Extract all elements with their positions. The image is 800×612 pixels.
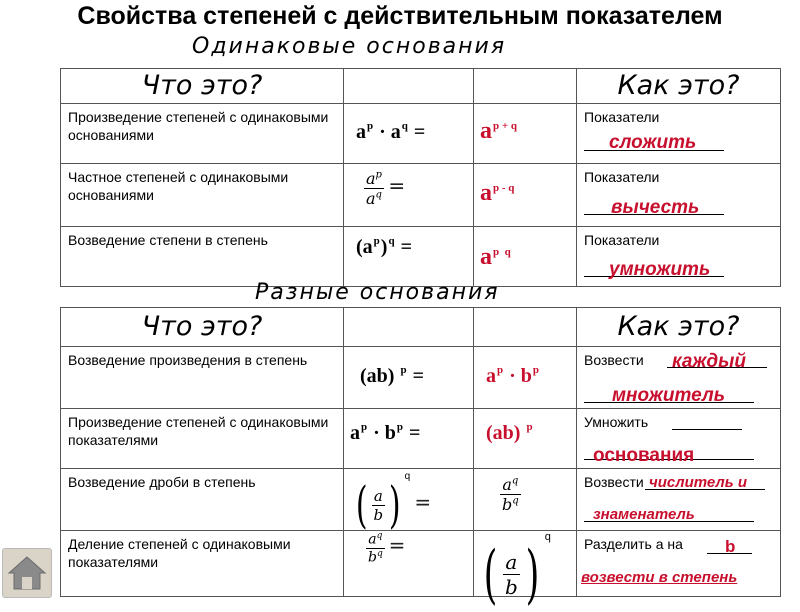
answer-prompt: Возвести xyxy=(584,352,644,368)
answer-text-2: знаменатель xyxy=(593,506,695,523)
formula-left: $\frac{a^p}{a^q}$ = xyxy=(366,169,406,208)
formula-left: ( $\frac{a}{b}$ ) $^q$ = xyxy=(355,471,432,535)
table-row xyxy=(61,164,781,227)
answer-prompt: Показатели xyxy=(584,109,660,125)
formula-left: (ab) $^p$ = xyxy=(360,364,424,387)
answer-text: вычесть xyxy=(611,197,700,218)
section-title-same-bases: Одинаковые основания xyxy=(192,34,507,59)
section-title-different-bases: Разные основания xyxy=(255,280,500,305)
row-description: Произведение степеней с одинаковыми показателями xyxy=(68,414,329,448)
page-title: Свойства степеней с действительным показателем xyxy=(77,2,723,30)
table-same-bases xyxy=(60,68,781,287)
table-row xyxy=(61,347,781,409)
formula-left: $(a^p)^q$ = xyxy=(356,235,412,258)
table-header-row xyxy=(61,308,781,347)
formula-right: $a^{p + q}$ xyxy=(480,118,518,144)
answer-text-1: числитель и xyxy=(649,474,747,491)
formula-right: (ab) $^p$ xyxy=(486,421,533,444)
answer-prompt: Показатели xyxy=(584,232,660,248)
answer-text: основания xyxy=(593,445,695,466)
table-different-bases xyxy=(60,307,781,612)
header-what: Что это? xyxy=(141,311,263,342)
formula-right: $a^p \cdot b^p$ xyxy=(486,364,540,387)
header-how: Как это? xyxy=(617,70,740,101)
answer-text-1: каждый xyxy=(672,351,746,372)
table-header-row xyxy=(61,69,781,104)
row-description: Частное степеней с одинаковыми основаниями xyxy=(68,169,289,203)
row-description: Возведение дроби в степень xyxy=(68,474,256,490)
formula-right: $a^{p q}$ xyxy=(480,244,511,270)
answer-prompt: Разделить а на xyxy=(584,536,683,552)
answer-prompt: Возвести xyxy=(584,474,644,490)
table-row xyxy=(61,227,781,287)
formula-right: $\frac{a^q}{b^q}$ xyxy=(502,475,519,514)
answer-underline xyxy=(672,429,742,430)
answer-prompt: Умножить xyxy=(584,414,649,430)
row-description: Возведение произведения в степень xyxy=(68,352,308,368)
table-row xyxy=(61,409,781,469)
answer-text: сложить xyxy=(609,132,697,153)
table-row xyxy=(61,469,781,531)
answer-text-1: b xyxy=(725,537,736,556)
formula-right: ( $\frac{a}{b}$ )$^q$ xyxy=(483,531,551,612)
answer-text-2: возвести в степень xyxy=(581,569,738,586)
row-description: Произведение степеней с одинаковыми основаниями xyxy=(68,109,329,143)
formula-left: $a^p \cdot a^q$ = xyxy=(356,120,426,143)
home-button[interactable] xyxy=(2,548,52,598)
formula-right: $a^{p - q}$ xyxy=(480,180,515,206)
header-how: Как это? xyxy=(617,311,740,342)
formula-left: $a^p \cdot b^p$ = xyxy=(350,421,421,444)
row-description: Возведение степени в степень xyxy=(68,232,268,248)
house-icon xyxy=(3,549,51,597)
answer-prompt: Показатели xyxy=(584,169,660,185)
answer-text-2: множитель xyxy=(612,385,726,406)
row-description: Деление степеней с одинаковыми показателями xyxy=(68,536,291,570)
table-row xyxy=(61,531,781,597)
answer-text: умножить xyxy=(609,259,711,280)
formula-left: $\frac{a^q}{b^q}$ = xyxy=(368,531,406,566)
table-row xyxy=(61,104,781,164)
header-what: Что это? xyxy=(141,70,263,101)
